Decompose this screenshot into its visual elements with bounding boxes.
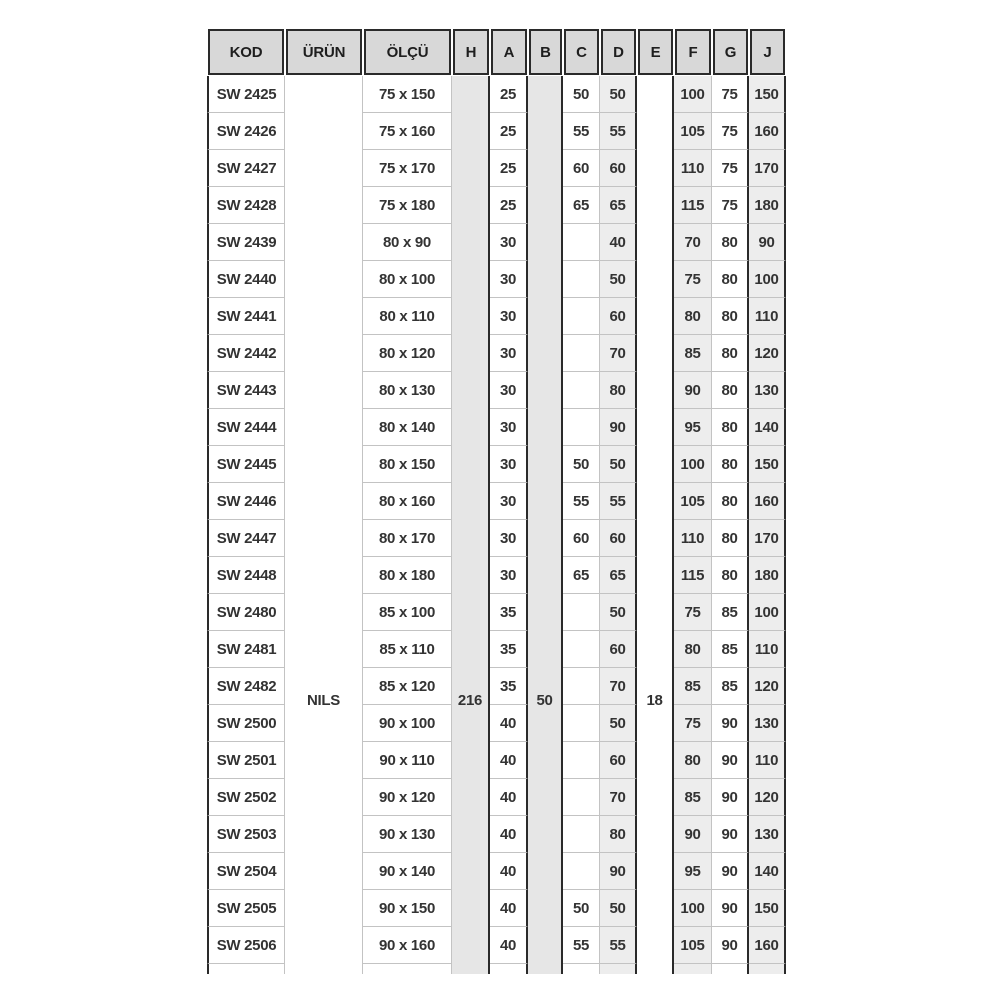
cell-f: 75	[674, 261, 712, 298]
merged-value-h: 216	[457, 692, 483, 709]
cell-j: 130	[749, 372, 786, 409]
cell-g: 75	[712, 150, 749, 187]
cell-olcu: 80 x 180	[363, 557, 452, 594]
cell-j: 170	[749, 520, 786, 557]
cell-j: 120	[749, 335, 786, 372]
cell-kod: SW 2506	[207, 927, 285, 964]
cell-d: 65	[600, 187, 637, 224]
cell-g: 80	[712, 483, 749, 520]
cell-a: 30	[490, 298, 528, 335]
cell-kod: SW 2500	[207, 705, 285, 742]
merged-value-b: 50	[536, 692, 553, 709]
cell-g: 80	[712, 446, 749, 483]
cell-olcu: 80 x 160	[363, 483, 452, 520]
header-cell-c: C	[564, 29, 599, 75]
cell-g-partial	[712, 964, 749, 974]
cell-kod: SW 2448	[207, 557, 285, 594]
merged-cell-h	[452, 76, 490, 974]
cell-j: 160	[749, 927, 786, 964]
cell-a: 40	[490, 890, 528, 927]
cell-kod: SW 2427	[207, 150, 285, 187]
cell-kod: SW 2442	[207, 335, 285, 372]
cell-a: 40	[490, 816, 528, 853]
cell-f: 80	[674, 298, 712, 335]
cell-f: 75	[674, 705, 712, 742]
cell-j: 90	[749, 224, 786, 261]
merged-value-e: 18	[646, 692, 663, 709]
cell-d: 50	[600, 705, 637, 742]
cell-c	[563, 409, 600, 446]
cell-j: 110	[749, 742, 786, 779]
cell-olcu: 80 x 170	[363, 520, 452, 557]
cell-d: 50	[600, 594, 637, 631]
header-cell-b: B	[529, 29, 562, 75]
cell-olcu: 90 x 140	[363, 853, 452, 890]
cell-c	[563, 668, 600, 705]
cell-d: 70	[600, 779, 637, 816]
cell-f: 115	[674, 557, 712, 594]
cell-j: 180	[749, 557, 786, 594]
cell-g: 80	[712, 261, 749, 298]
cell-a: 30	[490, 224, 528, 261]
cell-d: 55	[600, 483, 637, 520]
cell-c	[563, 853, 600, 890]
cell-d: 55	[600, 113, 637, 150]
cell-f: 100	[674, 76, 712, 113]
cell-j: 150	[749, 76, 786, 113]
cell-a: 40	[490, 927, 528, 964]
cell-f: 115	[674, 187, 712, 224]
cell-d: 70	[600, 335, 637, 372]
cell-c	[563, 779, 600, 816]
header-cell-j: J	[750, 29, 785, 75]
cell-f: 70	[674, 224, 712, 261]
header-cell-olcu: ÖLÇÜ	[364, 29, 451, 75]
cell-olcu: 80 x 110	[363, 298, 452, 335]
cell-g: 80	[712, 224, 749, 261]
cell-a: 25	[490, 76, 528, 113]
cell-f: 90	[674, 816, 712, 853]
cell-a: 40	[490, 779, 528, 816]
cell-d: 50	[600, 76, 637, 113]
cell-f: 75	[674, 594, 712, 631]
cell-a: 40	[490, 705, 528, 742]
cell-d: 60	[600, 742, 637, 779]
cell-f: 90	[674, 372, 712, 409]
header-cell-f: F	[675, 29, 711, 75]
cell-f: 95	[674, 409, 712, 446]
cell-c	[563, 372, 600, 409]
cell-kod: SW 2505	[207, 890, 285, 927]
header-cell-g: G	[713, 29, 748, 75]
cell-c-partial	[563, 964, 600, 974]
cell-d: 60	[600, 631, 637, 668]
cell-j: 120	[749, 668, 786, 705]
cell-d: 80	[600, 816, 637, 853]
cell-j: 110	[749, 298, 786, 335]
cell-f: 80	[674, 631, 712, 668]
cell-g: 75	[712, 76, 749, 113]
cell-a-partial	[490, 964, 528, 974]
cell-kod: SW 2480	[207, 594, 285, 631]
cell-d: 80	[600, 372, 637, 409]
cell-d: 50	[600, 261, 637, 298]
cell-kod: SW 2444	[207, 409, 285, 446]
merged-cell-urun	[285, 76, 363, 974]
cell-j: 160	[749, 113, 786, 150]
cell-g: 80	[712, 298, 749, 335]
cell-g: 80	[712, 409, 749, 446]
cell-kod: SW 2502	[207, 779, 285, 816]
cell-d: 60	[600, 298, 637, 335]
cell-olcu-partial	[363, 964, 452, 974]
cell-a: 25	[490, 113, 528, 150]
cell-d: 60	[600, 520, 637, 557]
cell-j: 130	[749, 816, 786, 853]
cell-f: 110	[674, 150, 712, 187]
cell-j: 170	[749, 150, 786, 187]
header-cell-kod: KOD	[208, 29, 284, 75]
cell-olcu: 80 x 120	[363, 335, 452, 372]
cell-f: 105	[674, 483, 712, 520]
cell-a: 30	[490, 520, 528, 557]
cell-g: 90	[712, 890, 749, 927]
cell-g: 85	[712, 631, 749, 668]
product-spec-table-wrap	[207, 28, 786, 974]
header-cell-h: H	[453, 29, 489, 75]
cell-kod: SW 2445	[207, 446, 285, 483]
cell-olcu: 80 x 130	[363, 372, 452, 409]
cell-j: 160	[749, 483, 786, 520]
cell-kod: SW 2482	[207, 668, 285, 705]
cell-d: 55	[600, 927, 637, 964]
cell-a: 35	[490, 631, 528, 668]
cell-c: 50	[563, 76, 600, 113]
cell-g: 80	[712, 372, 749, 409]
cell-olcu: 75 x 170	[363, 150, 452, 187]
cell-olcu: 90 x 120	[363, 779, 452, 816]
cell-j: 150	[749, 890, 786, 927]
cell-f: 95	[674, 853, 712, 890]
cell-f: 85	[674, 779, 712, 816]
header-cell-d: D	[601, 29, 636, 75]
cell-j: 110	[749, 631, 786, 668]
cell-a: 35	[490, 594, 528, 631]
cell-d: 65	[600, 557, 637, 594]
cell-g: 75	[712, 187, 749, 224]
cell-kod: SW 2440	[207, 261, 285, 298]
cell-j: 100	[749, 594, 786, 631]
cell-d: 50	[600, 446, 637, 483]
cell-d: 70	[600, 668, 637, 705]
cell-j: 140	[749, 853, 786, 890]
cell-olcu: 75 x 160	[363, 113, 452, 150]
product-spec-table	[207, 28, 786, 974]
cell-a: 30	[490, 446, 528, 483]
cell-f: 85	[674, 668, 712, 705]
cell-a: 30	[490, 409, 528, 446]
cell-kod: SW 2481	[207, 631, 285, 668]
cell-a: 30	[490, 557, 528, 594]
cell-kod: SW 2425	[207, 76, 285, 113]
cell-c: 55	[563, 483, 600, 520]
cell-olcu: 90 x 150	[363, 890, 452, 927]
cell-c	[563, 224, 600, 261]
cell-c	[563, 594, 600, 631]
cell-j-partial	[749, 964, 786, 974]
cell-f: 105	[674, 113, 712, 150]
cell-kod: SW 2501	[207, 742, 285, 779]
cell-olcu: 80 x 150	[363, 446, 452, 483]
cell-kod-partial	[207, 964, 285, 974]
merged-cell-b	[528, 76, 563, 974]
cell-olcu: 80 x 100	[363, 261, 452, 298]
header-cell-e: E	[638, 29, 673, 75]
cell-olcu: 85 x 100	[363, 594, 452, 631]
cell-f: 105	[674, 927, 712, 964]
header-cell-urun: ÜRÜN	[286, 29, 362, 75]
cell-c: 60	[563, 150, 600, 187]
cell-c: 60	[563, 520, 600, 557]
cell-c	[563, 335, 600, 372]
cell-d-partial	[600, 964, 637, 974]
cell-d: 90	[600, 409, 637, 446]
cell-c	[563, 705, 600, 742]
cell-f: 110	[674, 520, 712, 557]
cell-a: 35	[490, 668, 528, 705]
cell-j: 130	[749, 705, 786, 742]
cell-kod: SW 2426	[207, 113, 285, 150]
cell-f-partial	[674, 964, 712, 974]
cell-f: 85	[674, 335, 712, 372]
cell-olcu: 75 x 150	[363, 76, 452, 113]
cell-g: 80	[712, 520, 749, 557]
cell-kod: SW 2503	[207, 816, 285, 853]
header-cell-a: A	[491, 29, 527, 75]
cell-c: 65	[563, 557, 600, 594]
cell-a: 30	[490, 372, 528, 409]
cell-d: 60	[600, 150, 637, 187]
cell-c	[563, 742, 600, 779]
cell-d: 90	[600, 853, 637, 890]
cell-a: 40	[490, 742, 528, 779]
cell-c: 55	[563, 927, 600, 964]
cell-olcu: 85 x 120	[363, 668, 452, 705]
merged-value-urun: NILS	[307, 692, 340, 709]
merged-cell-e	[637, 76, 674, 974]
cell-g: 75	[712, 113, 749, 150]
cell-olcu: 75 x 180	[363, 187, 452, 224]
cell-g: 90	[712, 816, 749, 853]
cell-g: 90	[712, 742, 749, 779]
cell-c	[563, 261, 600, 298]
cell-kod: SW 2439	[207, 224, 285, 261]
cell-g: 90	[712, 927, 749, 964]
cell-j: 100	[749, 261, 786, 298]
cell-d: 40	[600, 224, 637, 261]
cell-g: 85	[712, 668, 749, 705]
cell-kod: SW 2504	[207, 853, 285, 890]
cell-olcu: 90 x 130	[363, 816, 452, 853]
cell-c: 55	[563, 113, 600, 150]
cell-a: 25	[490, 187, 528, 224]
cell-j: 150	[749, 446, 786, 483]
cell-c: 65	[563, 187, 600, 224]
cell-c: 50	[563, 890, 600, 927]
cell-olcu: 90 x 110	[363, 742, 452, 779]
cell-olcu: 85 x 110	[363, 631, 452, 668]
cell-f: 100	[674, 890, 712, 927]
cell-c: 50	[563, 446, 600, 483]
cell-g: 90	[712, 779, 749, 816]
cell-a: 40	[490, 853, 528, 890]
cell-g: 85	[712, 594, 749, 631]
cell-kod: SW 2447	[207, 520, 285, 557]
cell-olcu: 80 x 90	[363, 224, 452, 261]
cell-kod: SW 2443	[207, 372, 285, 409]
cell-g: 80	[712, 335, 749, 372]
cell-a: 25	[490, 150, 528, 187]
cell-g: 90	[712, 705, 749, 742]
cell-j: 180	[749, 187, 786, 224]
cell-g: 80	[712, 557, 749, 594]
cell-g: 90	[712, 853, 749, 890]
cell-j: 140	[749, 409, 786, 446]
cell-olcu: 80 x 140	[363, 409, 452, 446]
cell-olcu: 90 x 100	[363, 705, 452, 742]
cell-olcu: 90 x 160	[363, 927, 452, 964]
cell-kod: SW 2446	[207, 483, 285, 520]
cell-f: 80	[674, 742, 712, 779]
cell-a: 30	[490, 261, 528, 298]
cell-a: 30	[490, 335, 528, 372]
cell-d: 50	[600, 890, 637, 927]
cell-kod: SW 2428	[207, 187, 285, 224]
cell-c	[563, 298, 600, 335]
cell-kod: SW 2441	[207, 298, 285, 335]
cell-a: 30	[490, 483, 528, 520]
cell-j: 120	[749, 779, 786, 816]
cell-f: 100	[674, 446, 712, 483]
cell-c	[563, 816, 600, 853]
cell-c	[563, 631, 600, 668]
